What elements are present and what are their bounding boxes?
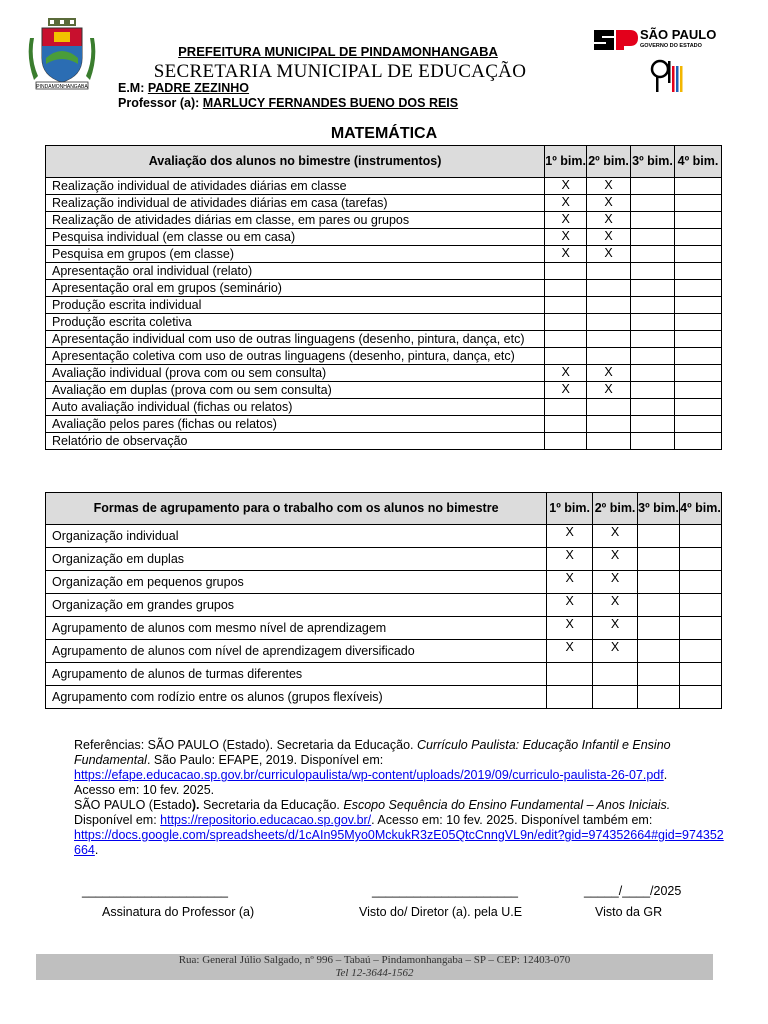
grouping-row [46,640,722,663]
teacher-line [118,96,458,110]
bim-3-mark [631,399,675,416]
row-label: Pesquisa em grupos (em classe) [46,246,545,263]
row-label: Realização de atividades diárias em classe, em pares ou grupos [46,212,545,229]
row-label: Organização em pequenos grupos [46,571,547,594]
bim-3-mark [631,280,675,297]
bim-1-header: 1º bim. [545,146,587,178]
bim-2-header: 2º bim. [587,146,631,178]
bim-1-mark [545,331,587,348]
subject-title: MATEMÁTICA [330,125,438,142]
evaluation-row [46,416,722,433]
evaluation-row [46,331,722,348]
footer-phone: Tel 12-3644-1562 [335,967,414,979]
svg-text:SÃO PAULO: SÃO PAULO [640,27,717,42]
ref2-title: Escopo Sequência do Ensino Fundamental – Anos Iniciais. [343,798,671,812]
evaluation-row [46,195,722,212]
evaluation-row [46,178,722,195]
bim-2-mark [587,416,631,433]
bim-3-header: 3º bim. [631,146,675,178]
evaluation-row [46,365,722,382]
svg-text:PINDAMONHANGABA: PINDAMONHANGABA [36,84,88,90]
bim-1-mark: X [547,525,593,548]
bim-1-mark: X [545,365,587,382]
row-label: Apresentação individual com uso de outras linguagens (desenho, pintura, dança, etc) [46,331,545,348]
ref2-bold: ). [191,798,200,812]
evaluation-row [46,382,722,399]
grouping-row [46,663,722,686]
row-label: Pesquisa individual (em classe ou em casa) [46,229,545,246]
bim-3-mark [638,686,680,709]
ref2-link1[interactable]: https://repositorio.educacao.sp.gov.br/ [160,813,372,827]
bim-2-mark: X [587,382,631,399]
bim-4-mark [675,280,722,297]
bim-2-mark [587,399,631,416]
bim-2-mark [587,297,631,314]
signature-label-gr: Visto da GR [595,905,663,919]
bim-1-mark: X [547,571,593,594]
row-label: Relatório de observação [46,433,545,450]
bim-3-mark [638,548,680,571]
ref2-link2[interactable]: https://docs.google.com/spreadsheets/d/1cAIn95Myo0MckukR3zE05QtcCnngVL9n/edit?gid=974352664#gid=974352664 [74,828,724,857]
signature-label-director: Visto do/ Diretor (a). pela U.E [359,905,523,919]
row-label: Avaliação individual (prova com ou sem consulta) [46,365,545,382]
row-label: Realização individual de atividades diárias em classe [46,178,545,195]
bim-4-mark [675,365,722,382]
bim-1-mark [545,263,587,280]
bim-3-mark [631,246,675,263]
bim-2-mark: X [593,548,638,571]
bim-2-mark [587,331,631,348]
bim-1-mark [547,686,593,709]
grouping-header: Formas de agrupamento para o trabalho com os alunos no bimestre [46,493,547,525]
bim-2-mark [593,663,638,686]
bim-1-mark: X [545,382,587,399]
bim-1-mark: X [545,195,587,212]
row-label: Apresentação oral em grupos (seminário) [46,280,545,297]
evaluation-row [46,433,722,450]
bim-1-mark [545,433,587,450]
bim-3-mark [631,433,675,450]
row-label: Organização em grandes grupos [46,594,547,617]
bim-4-mark [680,663,722,686]
row-label: Agrupamento de alunos com nível de aprendizagem diversificado [46,640,547,663]
bim-3-mark [638,525,680,548]
sao-paulo-government-logo [592,26,724,94]
ref2-avail: Disponível em: [74,813,161,827]
row-label: Apresentação coletiva com uso de outras linguagens (desenho, pintura, dança, etc) [46,348,545,365]
bim-2-mark: X [587,195,631,212]
evaluation-row [46,263,722,280]
bim-1-mark: X [545,212,587,229]
grouping-row [46,525,722,548]
bim-3-mark [631,416,675,433]
bim-1-mark [545,280,587,297]
bim-3-mark [631,178,675,195]
bim-2-mark [587,314,631,331]
bim-1-mark: X [545,229,587,246]
bim-2-mark [593,686,638,709]
bim-3-mark [638,640,680,663]
signature-line-teacher: _____________________ [82,884,228,898]
bim-1-mark: X [547,617,593,640]
bim-2-mark: X [587,178,631,195]
bim-4-mark [675,399,722,416]
ref1-suffix: . São Paulo: EFAPE, 2019. Disponível em: [146,753,384,767]
bim-4-mark [675,212,722,229]
row-label: Auto avaliação individual (fichas ou relatos) [46,399,545,416]
bim-3-mark [631,348,675,365]
bim-2-mark: X [593,594,638,617]
bim-4-mark [675,195,722,212]
grouping-row [46,548,722,571]
bim-4-mark [680,686,722,709]
bim-2-mark: X [587,212,631,229]
bim-1-mark: X [547,548,593,571]
bim-4-mark [675,433,722,450]
school-label: E.M: [118,81,145,95]
bim-3-mark [638,594,680,617]
bim-3-mark [631,195,675,212]
ref1-access: Acesso em: 10 fev. 2025. [74,783,215,797]
ref2-mid: Secretaria da Educação. [199,798,344,812]
bim-2-mark: X [587,229,631,246]
bim-4-mark [675,178,722,195]
bim-1-mark [545,399,587,416]
bim-1-mark: X [545,178,587,195]
row-label: Avaliação em duplas (prova com ou sem consulta) [46,382,545,399]
evaluation-table [45,145,722,450]
row-label: Organização em duplas [46,548,547,571]
bim-4-mark [680,571,722,594]
bim-2-header: 2º bim. [593,493,638,525]
bim-4-header: 4º bim. [680,493,722,525]
bim-1-mark [545,416,587,433]
school-name: PADRE ZEZINHO [147,81,250,95]
row-label: Produção escrita individual [46,297,545,314]
grouping-row [46,571,722,594]
evaluation-row [46,348,722,365]
references: Referências: SÃO PAULO (Estado). Secretaria da Educação. Currículo Paulista: Educação Infantil e Ensino Fundamental. São Paulo: EFAPE, 2019. Disponível em: https://efape.educacao.sp.gov.br/curriculopaulista/wp-content/uploads/2019/09/curriculo-paulista-26-07.pdf. Acesso em: 10 fev. 2025. SÃO PAULO (Estado). Secretaria da Educação. Escopo Sequência do Ensino Fundamental – Anos Iniciais. Disponível em: https://repositorio.educacao.sp.gov.br/. Acesso em: 10 fev. 2025. Disponível também em: https://docs.google.com/spreadsheets/d/1cAIn95Myo0MckukR3zE05QtcCnngVL9n/edit?gid=974352664#gid=974352664. [74,738,724,857]
ref2-end: . [94,843,99,857]
bim-4-mark [680,525,722,548]
bim-2-mark: X [593,617,638,640]
date-line: _____/____/2025 [584,884,682,898]
bim-4-mark [675,314,722,331]
evaluation-row [46,229,722,246]
bim-2-mark: X [593,525,638,548]
bim-4-mark [675,263,722,280]
bim-3-mark [631,263,675,280]
bim-3-mark [638,663,680,686]
bim-2-mark [587,433,631,450]
evaluation-row [46,212,722,229]
bim-3-mark [631,297,675,314]
footer-address: Rua: General Júlio Salgado, nº 996 – Tabaú – Pindamonhangaba – SP – CEP: 12403-070 [178,954,571,966]
grouping-row [46,617,722,640]
evaluation-row [46,280,722,297]
row-label: Agrupamento de alunos de turmas diferentes [46,663,547,686]
bim-2-mark [587,263,631,280]
footer-address-bar [36,954,713,980]
bim-1-mark: X [547,640,593,663]
bim-2-mark [587,348,631,365]
signature-line-director: _____________________ [372,884,518,898]
secretaria-title: SECRETARIA MUNICIPAL DE EDUCAÇÃO [153,61,527,82]
ref1-link[interactable]: https://efape.educacao.sp.gov.br/curriculopaulista/wp-content/uploads/2019/09/curriculo-paulista-26-07.pdf [74,768,664,782]
bim-3-mark [631,382,675,399]
teacher-name: MARLUCY FERNANDES BUENO DOS REIS [202,96,459,110]
evaluation-row [46,314,722,331]
bim-2-mark: X [593,640,638,663]
bim-1-mark [545,297,587,314]
bim-4-header: 4º bim. [675,146,722,178]
signature-label-teacher: Assinatura do Professor (a) [102,905,255,919]
bim-4-mark [675,416,722,433]
bim-4-mark [675,382,722,399]
bim-3-mark [638,571,680,594]
bim-3-mark [631,331,675,348]
row-label: Apresentação oral individual (relato) [46,263,545,280]
row-label: Produção escrita coletiva [46,314,545,331]
school-line [118,81,249,95]
grouping-row [46,686,722,709]
row-label: Realização individual de atividades diárias em casa (tarefas) [46,195,545,212]
row-label: Avaliação pelos pares (fichas ou relatos) [46,416,545,433]
bim-3-mark [631,365,675,382]
bim-4-mark [675,348,722,365]
bim-4-mark [675,229,722,246]
bim-1-mark [545,348,587,365]
bim-3-mark [638,617,680,640]
row-label: Organização individual [46,525,547,548]
bim-3-mark [631,212,675,229]
teacher-label: Professor (a): [118,96,200,110]
bim-4-mark [680,640,722,663]
bim-3-mark [631,314,675,331]
bim-1-header: 1º bim. [547,493,593,525]
ref2-prefix: SÃO PAULO (Estado [74,798,192,812]
bim-1-mark: X [545,246,587,263]
evaluation-row [46,246,722,263]
grouping-table [45,492,722,709]
ref1-title: Currículo Paulista: Educação Infantil e Ensino Fundamental [74,738,671,767]
bim-4-mark [680,594,722,617]
bim-3-header: 3º bim. [638,493,680,525]
evaluation-row [46,297,722,314]
bim-1-mark: X [547,594,593,617]
bim-4-mark [675,331,722,348]
evaluation-header: Avaliação dos alunos no bimestre (instrumentos) [46,146,545,178]
row-label: Agrupamento com rodízio entre os alunos (grupos flexíveis) [46,686,547,709]
bim-2-mark: X [587,365,631,382]
row-label: Agrupamento de alunos com mesmo nível de aprendizagem [46,617,547,640]
bim-2-mark [587,280,631,297]
ref2-access: . Acesso em: 10 fev. 2025. Disponível também em: [371,813,653,827]
bim-1-mark [545,314,587,331]
bim-4-mark [680,617,722,640]
bim-3-mark [631,229,675,246]
bim-1-mark [547,663,593,686]
bim-4-mark [675,297,722,314]
bim-4-mark [675,246,722,263]
ref1-prefix: Referências: SÃO PAULO (Estado). Secretaria da Educação. [74,738,417,752]
bim-2-mark: X [587,246,631,263]
bim-2-mark: X [593,571,638,594]
svg-text:GOVERNO DO ESTADO: GOVERNO DO ESTADO [640,43,702,49]
bim-4-mark [680,548,722,571]
grouping-row [46,594,722,617]
prefeitura-title: PREFEITURA MUNICIPAL DE PINDAMONHANGABA [178,44,498,59]
evaluation-row [46,399,722,416]
